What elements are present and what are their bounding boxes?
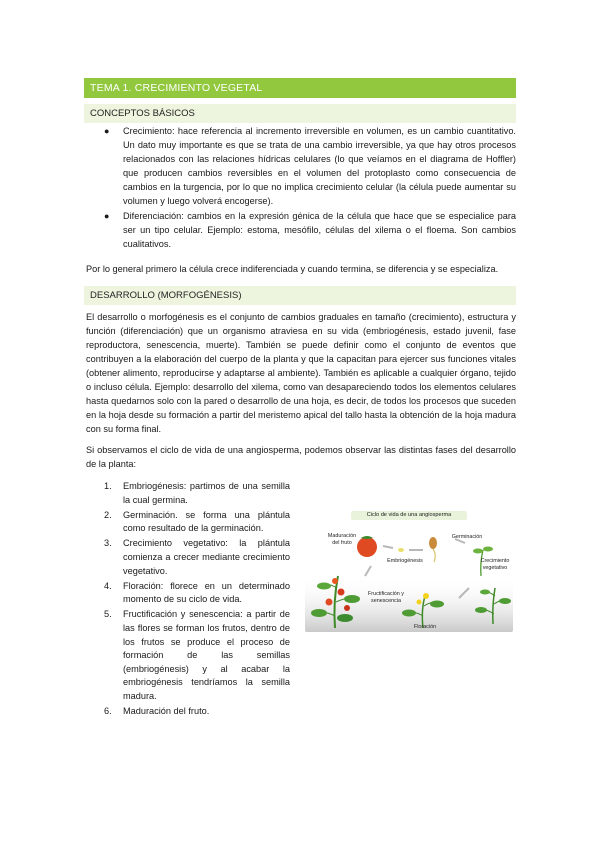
- stage-text: Embriogénesis: partimos de una semilla la cual germina.: [123, 481, 290, 505]
- label-maduracion: Maduración del fruto: [327, 533, 357, 546]
- list-item: [100, 509, 290, 536]
- life-cycle-figure: [305, 506, 513, 632]
- section-title-desarrollo: DESARROLLO (MORFOGÉNESIS): [84, 286, 516, 305]
- bullet-text: Crecimiento: hace referencia al incremento irreversible en volumen, es un cambio cuantitativo. Un dato muy importante es que se trata de una cambio irreversible, ya que hay otros procesos relacionados con las relaciones hídricas celulares (lo que veíamos en el diagrama de Hoffler) que producen cambios reversibles en el volumen del protoplasto como consecuencia de cambios en la turgencia, por lo que no implica crecimiento celular (la célula puede aumentar su volumen y luego volverá encogerse).: [123, 126, 516, 206]
- list-number: 1.: [104, 481, 112, 491]
- section-title-conceptos: CONCEPTOS BÁSICOS: [84, 104, 516, 123]
- stage-text: Germinación. se forma una plántula como resultado de la germinación.: [123, 509, 290, 534]
- label-germinacion: Germinación: [451, 534, 483, 540]
- list-item: [100, 537, 290, 578]
- tomato-fruit-icon: [357, 537, 377, 557]
- bullet-icon: ●: [104, 211, 110, 221]
- list-item: [100, 608, 290, 703]
- concept-list: [100, 124, 516, 252]
- summary-paragraph: Por lo general primero la célula crece indiferenciada y cuando termina, se diferencia y se especializa.: [86, 264, 499, 274]
- stage-text: Fructificación y senescencia: a partir de las flores se forman los frutos, dentro de los frutos se produce el proceso de formación de las semillas (embriogénesis) y al acabar la embriogénesis tendríamos la semilla madura.: [123, 609, 290, 701]
- seed-icon: [398, 548, 404, 552]
- stage-text: Floración: florece en un determinado momento de su ciclo de vida.: [123, 580, 290, 605]
- list-number: 4.: [104, 580, 112, 591]
- label-crecimiento: Crecimiento vegetativo: [480, 558, 510, 571]
- list-number: 3.: [104, 538, 112, 549]
- label-floracion: Floración: [413, 624, 437, 630]
- figure-title: Ciclo de vida de una angiosperma: [351, 511, 467, 520]
- list-item: [100, 580, 290, 607]
- topic-title: TEMA 1. CRECIMIENTO VEGETAL: [84, 78, 516, 98]
- germinating-seed-icon: [429, 537, 437, 549]
- stages-list: [100, 480, 290, 720]
- label-embriogenesis: Embriogénesis: [387, 558, 423, 564]
- cycle-intro-paragraph: Si observamos el ciclo de vida de una angiosperma, podemos observar las distintas fases del desarrollo de la planta:: [86, 445, 516, 469]
- list-item: [100, 124, 516, 208]
- stage-text: Crecimiento vegetativo: la plántula comienza a crecer mediante crecimiento vegetativo.: [123, 538, 290, 576]
- bullet-icon: ●: [104, 126, 110, 136]
- label-fructificacion: Fructificación y senescencia: [368, 591, 404, 604]
- list-item: [100, 705, 290, 719]
- list-number: 6.: [104, 706, 112, 716]
- desarrollo-paragraph: El desarrollo o morfogénesis es el conjunto de cambios graduales en tamaño (crecimiento), estructura y función (diferenciación) que un organismo atraviesa en su vida (embriogénesis, estado juvenil, fase reproductora, senescencia, muerte). También se puede definir como el conjunto de eventos que contribuyen a la elaboración del cuerpo de la planta y que la capacitan para ejercer sus funciones vitales (obtener alimento, reproducirse y adaptarse al ambiente). También es aplicable a cualquier órgano, tejido o incluso célula. Ejemplo: desarrollo del xilema, como van desapareciendo todos los elementos celulares hasta quedarnos solo con la pared o desarrollo de una hoja, es decir, de todos los procesos que suceden en la hoja desde su formación a partir del meristemo apical del tallo hasta la obtención de la hoja madura con su forma final.: [86, 312, 516, 434]
- list-item: [100, 209, 516, 251]
- list-number: 2.: [104, 509, 112, 520]
- list-item: [100, 480, 290, 507]
- stage-text: Maduración del fruto.: [123, 706, 210, 716]
- list-number: 5.: [104, 609, 112, 620]
- bullet-text: Diferenciación: cambios en la expresión génica de la célula que hace que se especialice para ser un tipo celular. Ejemplo: estoma, mesófilo, células del xilema o el floema. Son cambios cualitativos.: [123, 211, 516, 249]
